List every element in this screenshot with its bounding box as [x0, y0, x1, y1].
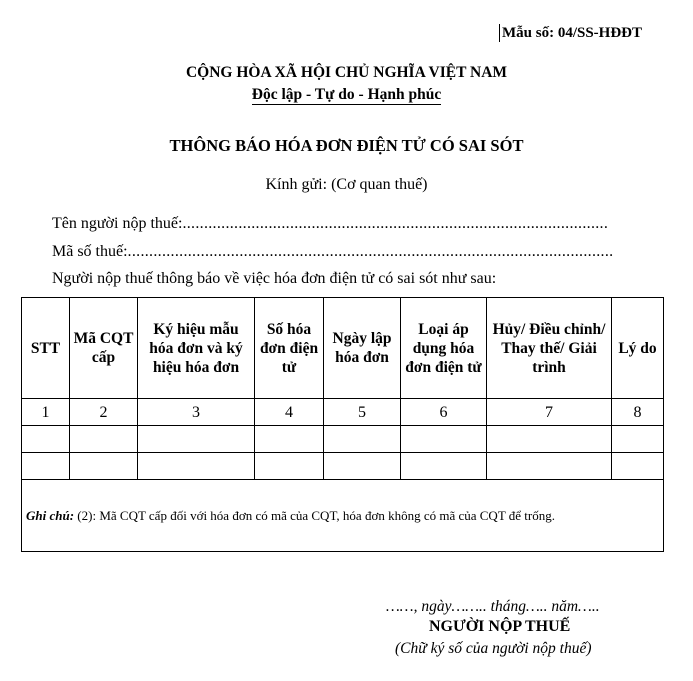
taxpayer-name-label: Tên người nộp thuế:	[52, 215, 183, 232]
table-cell[interactable]	[138, 453, 255, 480]
header-invoice-number: Số hóa đơn điện tử	[255, 298, 324, 399]
table-number-row	[22, 399, 664, 426]
header-reason: Lý do	[612, 298, 664, 399]
table-cell[interactable]	[401, 426, 487, 453]
table-cell[interactable]	[138, 426, 255, 453]
column-number: 6	[401, 399, 487, 426]
form-code: Mẫu số: 04/SS-HĐĐT	[499, 24, 642, 42]
header-invoice-date: Ngày lập hóa đơn	[324, 298, 401, 399]
intro-text: Người nộp thuế thông báo về việc hóa đơn điện tử có sai sót như sau:	[52, 270, 497, 287]
note-label: Ghi chú:	[26, 508, 75, 523]
table-cell[interactable]	[70, 453, 138, 480]
taxpayer-name-line	[52, 215, 620, 233]
column-number: 8	[612, 399, 664, 426]
note-text: (2): Mã CQT cấp đối với hóa đơn có mã của CQT, hóa đơn không có mã của CQT để trống.	[74, 508, 555, 523]
document-title: THÔNG BÁO HÓA ĐƠN ĐIỆN TỬ CÓ SAI SÓT	[169, 136, 524, 155]
table-cell[interactable]	[255, 453, 324, 480]
signature-note: (Chữ ký số của người nộp thuế)	[395, 640, 592, 657]
table-cell[interactable]	[324, 426, 401, 453]
column-number: 3	[138, 399, 255, 426]
recipient-line: Kính gửi: (Cơ quan thuế)	[265, 176, 428, 193]
header-action: Hủy/ Điều chỉnh/ Thay thế/ Giải trình	[487, 298, 612, 399]
table-cell[interactable]	[255, 426, 324, 453]
nation-name: CỘNG HÒA XÃ HỘI CHỦ NGHĨA VIỆT NAM	[185, 64, 508, 81]
table-cell[interactable]	[22, 453, 70, 480]
header-stt: STT	[22, 298, 70, 399]
tax-code-field[interactable]: .................................................................................................................	[127, 243, 614, 260]
table-cell[interactable]	[612, 453, 664, 480]
table-row	[22, 426, 664, 453]
error-invoice-table	[21, 297, 664, 552]
note-cell	[22, 480, 664, 552]
column-number: 4	[255, 399, 324, 426]
column-number: 7	[487, 399, 612, 426]
table-row	[22, 453, 664, 480]
motto-text: Độc lập - Tự do - Hạnh phúc	[251, 86, 442, 103]
date-line: ……, ngày…….. tháng….. năm…..	[386, 598, 600, 615]
table-cell[interactable]	[401, 453, 487, 480]
header-cqt-code: Mã CQT cấp	[70, 298, 138, 399]
table-cell[interactable]	[70, 426, 138, 453]
table-cell[interactable]	[487, 453, 612, 480]
table-cell[interactable]	[612, 426, 664, 453]
header-type: Loại áp dụng hóa đơn điện tử	[401, 298, 487, 399]
table-note-row	[22, 480, 664, 552]
header-invoice-symbol: Ký hiệu mẫu hóa đơn và ký hiệu hóa đơn	[138, 298, 255, 399]
table-cell[interactable]	[324, 453, 401, 480]
column-number: 5	[324, 399, 401, 426]
tax-code-label: Mã số thuế:	[52, 243, 128, 260]
table-header-row	[22, 298, 664, 399]
signer-title: NGƯỜI NỘP THUẾ	[429, 618, 571, 635]
table-cell[interactable]	[22, 426, 70, 453]
column-number: 1	[22, 399, 70, 426]
column-number: 2	[70, 399, 138, 426]
table-cell[interactable]	[487, 426, 612, 453]
national-motto	[0, 86, 693, 104]
tax-code-line	[52, 243, 627, 261]
taxpayer-name-field[interactable]: ...................................................................................................	[182, 215, 609, 232]
